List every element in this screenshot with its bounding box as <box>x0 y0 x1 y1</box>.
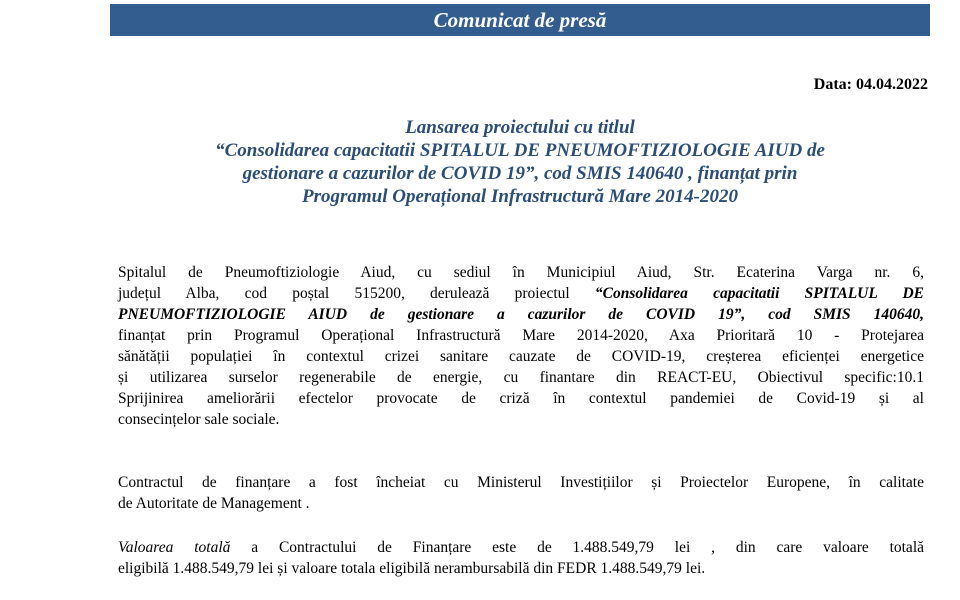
paragraph-contract <box>118 472 924 514</box>
text-line: Contractul de finanțare a fost încheiat cu Ministerul Investițiilor și Proiectelor Europene, în calitate <box>118 474 924 491</box>
paragraph-project-description <box>118 262 924 430</box>
date-value: 04.04.2022 <box>856 76 928 93</box>
text-line: Spitalul de Pneumoftiziologie Aiud, cu sediul în Municipiul Aiud, Str. Ecaterina Varga nr. 6, <box>118 264 924 281</box>
text-line: consecințelor sale sociale. <box>118 411 280 428</box>
text-line: eligibilă 1.488.549,79 lei și valoare totala eligibilă nerambursabilă din FEDR 1.488.549,79 lei. <box>118 560 706 577</box>
text-line: sănătății populației în contextul crizei sanitare cauzate de COVID-19, creșterea eficienței energetice <box>118 348 924 365</box>
text-line: Sprijinirea ameliorării efectelor provocate de criză în contextul pandemiei de Covid-19 și al <box>118 390 924 407</box>
paragraph-value <box>118 537 924 579</box>
title-line: Programul Operațional Infrastructură Mare 2014-2020 <box>301 186 738 207</box>
date-label: Data: <box>813 76 852 93</box>
title-line: Lansarea proiectului cu titlul <box>405 117 635 138</box>
release-date <box>814 76 928 94</box>
project-title <box>110 116 930 208</box>
text-run: a Contractului de Finanțare este de 1.488.549,79 lei , din care valoare totală <box>230 539 925 556</box>
text-line: PNEUMOFTIZIOLOGIE AIUD de gestionare a cazurilor de COVID 19”, cod SMIS 140640, <box>118 306 924 323</box>
text-run: județul Alba, cod poștal 515200, derulează proiectul <box>118 285 595 302</box>
text-line <box>118 537 924 558</box>
text-line: de Autoritate de Management . <box>118 495 310 512</box>
text-line: și utilizarea surselor regenerabile de energie, cu finantare din REACT-EU, Obiectivul specific:10.1 <box>118 369 924 386</box>
text-run-italic: Valoarea totală <box>118 539 231 556</box>
press-release-banner <box>110 4 930 36</box>
text-line: finanțat prin Programul Operațional Infrastructură Mare 2014-2020, Axa Prioritară 10 - Protejarea <box>118 327 924 344</box>
banner-title: Comunicat de presă <box>433 7 607 32</box>
text-line <box>118 283 924 304</box>
title-line: “Consolidarea capacitatii SPITALUL DE PNEUMOFTIZIOLOGIE AIUD de <box>215 140 825 161</box>
title-line: gestionare a cazurilor de COVID 19”, cod SMIS 140640 , finanțat prin <box>242 163 798 184</box>
text-run-emphasis: “Consolidarea capacitatii SPITALUL DE <box>594 285 924 302</box>
